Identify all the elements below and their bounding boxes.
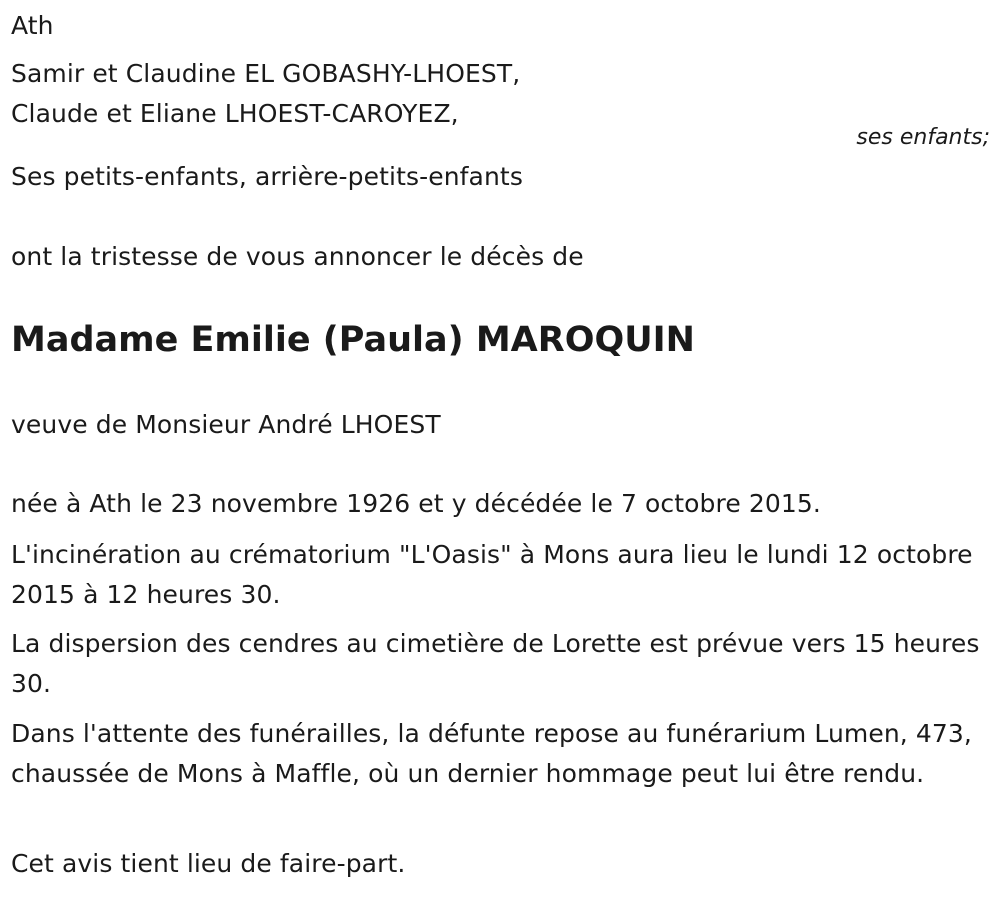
deceased-name: Madame Emilie (Paula) MAROQUIN — [11, 320, 695, 360]
family-line-2: Claude et Eliane LHOEST-CAROYEZ, — [11, 99, 459, 128]
children-label: ses enfants; — [856, 125, 990, 150]
announcement-line: ont la tristesse de vous annoncer le décès de — [11, 242, 584, 271]
closing-line: Cet avis tient lieu de faire-part. — [11, 849, 406, 878]
widow-of-line: veuve de Monsieur André LHOEST — [11, 410, 441, 439]
notice-location: Ath — [11, 11, 54, 40]
family-line-1: Samir et Claudine EL GOBASHY-LHOEST, — [11, 59, 521, 88]
grandchildren-line: Ses petits-enfants, arrière-petits-enfants — [11, 162, 523, 191]
birth-death-line: née à Ath le 23 novembre 1926 et y décédée le 7 octobre 2015. — [11, 489, 821, 518]
cremation-paragraph: L'incinération au crématorium "L'Oasis" à Mons aura lieu le lundi 12 octobre 2015 à 12 heures 30. — [11, 540, 973, 609]
viewing-paragraph: Dans l'attente des funérailles, la défunte repose au funérarium Lumen, 473, chaussée de Mons à Maffle, où un dernier hommage peut lui être rendu. — [11, 719, 972, 788]
dispersion-paragraph: La dispersion des cendres au cimetière de Lorette est prévue vers 15 heures 30. — [11, 629, 980, 698]
